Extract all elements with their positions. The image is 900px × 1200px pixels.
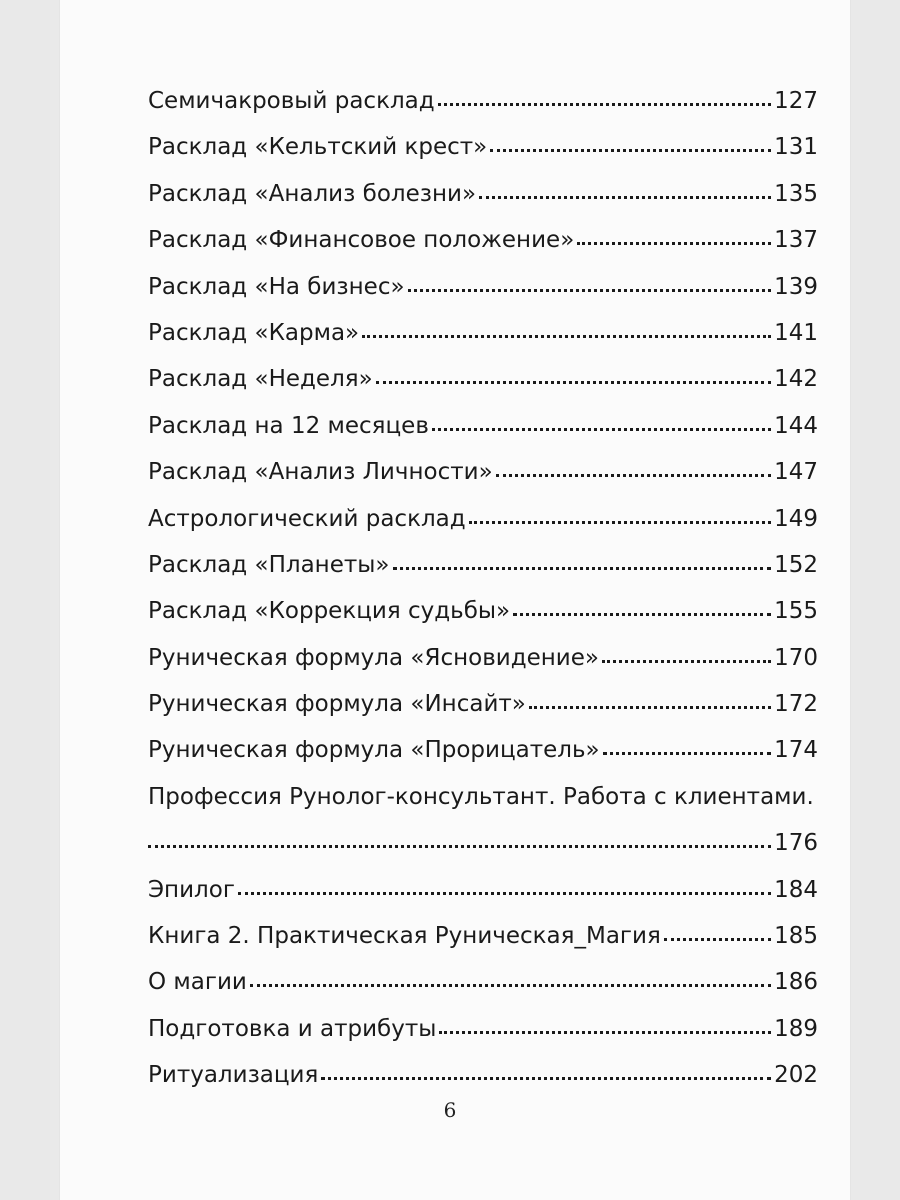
toc-entry-title: Расклад «На бизнес»: [148, 273, 405, 300]
toc-dot-leader: [439, 1030, 771, 1034]
toc-entry: [148, 588, 818, 634]
toc-dot-leader: [238, 891, 771, 895]
toc-dot-leader: [513, 612, 771, 616]
toc-entry: [148, 913, 818, 959]
toc-entry: [148, 1006, 818, 1052]
toc-entry: [148, 449, 818, 495]
toc-entry-title: Расклад «Анализ Личности»: [148, 459, 493, 486]
toc-entry: [148, 356, 818, 402]
table-of-contents: [148, 78, 818, 1099]
toc-entry: [148, 310, 818, 356]
toc-dot-leader: [321, 1076, 771, 1080]
page-number: 6: [443, 1098, 457, 1122]
toc-entry-title: Руническая формула «Инсайт»: [148, 691, 526, 718]
toc-entry: [148, 959, 818, 1005]
toc-dot-leader: [432, 427, 771, 431]
toc-entry-title: Профессия Рунолог-консультант. Работа с клиентами.: [148, 783, 814, 810]
toc-entry-page: 149: [774, 505, 818, 532]
toc-entry: [148, 727, 818, 773]
toc-dot-leader: [376, 380, 771, 384]
toc-entry-title: Расклад «Планеты»: [148, 551, 390, 578]
toc-entry: [148, 867, 818, 913]
toc-entry-page: 170: [774, 644, 818, 671]
toc-entry: [148, 403, 818, 449]
toc-entry-page: 186: [774, 969, 818, 996]
toc-dot-leader: [664, 937, 771, 941]
toc-entry-title: Расклад «Карма»: [148, 319, 360, 346]
toc-entry-page: 131: [774, 134, 818, 161]
toc-entry-page: 184: [774, 876, 818, 903]
toc-dot-leader: [490, 148, 771, 152]
toc-entry-title: О магии: [148, 969, 247, 996]
toc-entry-page: 185: [774, 923, 818, 950]
toc-entry: [148, 635, 818, 681]
toc-entry-page: 141: [774, 319, 818, 346]
toc-entry: [148, 124, 818, 170]
toc-entry: [148, 78, 818, 124]
toc-entry-page: 135: [774, 180, 818, 207]
toc-entry: [148, 542, 818, 588]
toc-dot-leader: [393, 566, 772, 570]
toc-entry-page: 144: [774, 412, 818, 439]
toc-dot-leader: [408, 288, 772, 292]
toc-entry-wrapped: [148, 774, 818, 867]
toc-entry-page: 139: [774, 273, 818, 300]
toc-dot-leader: [250, 983, 771, 987]
toc-dot-leader: [148, 844, 771, 848]
toc-entry-title: Расклад «Финансовое положение»: [148, 227, 575, 254]
toc-entry: [148, 264, 818, 310]
toc-dot-leader: [438, 102, 771, 106]
toc-dot-leader: [362, 334, 771, 338]
toc-entry-title: Ритуализация: [148, 1062, 319, 1089]
toc-entry: [148, 171, 818, 217]
toc-dot-leader: [577, 241, 771, 245]
toc-entry-title: Книга 2. Практическая Руническая_Магия: [148, 923, 661, 950]
toc-entry-page: 137: [774, 227, 818, 254]
toc-entry-title: Семичакровый расклад: [148, 88, 435, 114]
toc-entry-page: 189: [774, 1015, 818, 1042]
toc-entry-page: 147: [774, 459, 818, 486]
toc-entry-title: Расклад «Неделя»: [148, 366, 373, 393]
toc-entry-second-line: [148, 820, 818, 866]
toc-entry-page: 202: [774, 1062, 818, 1089]
toc-dot-leader: [529, 705, 771, 709]
toc-entry: [148, 1052, 818, 1098]
toc-entry: [148, 496, 818, 542]
toc-entry-title: Эпилог: [148, 876, 235, 903]
toc-entry-title: Руническая формула «Ясновидение»: [148, 644, 599, 671]
toc-dot-leader: [469, 520, 771, 524]
toc-entry-title: Астрологический расклад: [148, 505, 466, 532]
toc-entry-title: Расклад на 12 месяцев: [148, 412, 429, 439]
toc-dot-leader: [479, 195, 771, 199]
toc-dot-leader: [603, 751, 771, 755]
toc-entry-title: Расклад «Коррекция судьбы»: [148, 598, 511, 625]
toc-entry-page: 174: [774, 737, 818, 764]
toc-entry-page: 127: [774, 88, 818, 114]
toc-entry: [148, 217, 818, 263]
toc-entry-page: 176: [774, 830, 818, 857]
toc-entry-title: Руническая формула «Прорицатель»: [148, 737, 600, 764]
toc-entry-page: 152: [774, 551, 818, 578]
toc-entry-page: 142: [774, 366, 818, 393]
toc-entry-page: 155: [774, 598, 818, 625]
toc-entry-title: Подготовка и атрибуты: [148, 1015, 437, 1042]
toc-entry-title: Расклад «Кельтский крест»: [148, 134, 488, 161]
toc-dot-leader: [496, 473, 771, 477]
toc-entry-title: Расклад «Анализ болезни»: [148, 180, 477, 207]
toc-dot-leader: [602, 659, 771, 663]
toc-entry-page: 172: [774, 691, 818, 718]
toc-entry: [148, 681, 818, 727]
